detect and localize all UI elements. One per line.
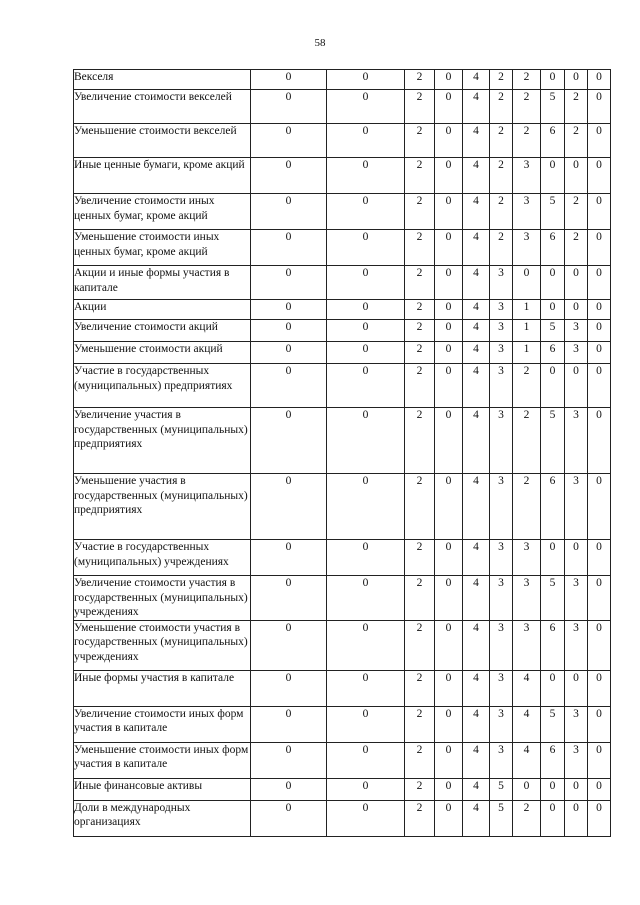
code-digit-cell: 2 xyxy=(405,576,435,621)
row-name-cell: Участие в государственных (муниципальных) предприятиях xyxy=(74,364,251,408)
code-digit-cell: 2 xyxy=(405,742,435,778)
code-digit-cell: 0 xyxy=(251,800,327,836)
code-digit-cell: 5 xyxy=(541,90,565,124)
code-digit-cell: 3 xyxy=(490,576,513,621)
code-digit-cell: 0 xyxy=(327,158,405,194)
code-digit-cell: 0 xyxy=(588,800,611,836)
code-digit-cell: 0 xyxy=(327,320,405,342)
table-row xyxy=(74,364,611,408)
code-digit-cell: 3 xyxy=(490,266,513,300)
table-row xyxy=(74,320,611,342)
code-digit-cell: 2 xyxy=(405,230,435,266)
code-digit-cell: 0 xyxy=(327,124,405,158)
code-digit-cell: 6 xyxy=(541,620,565,670)
code-digit-cell: 4 xyxy=(463,230,490,266)
code-digit-cell: 2 xyxy=(405,320,435,342)
code-digit-cell: 6 xyxy=(541,474,565,540)
code-digit-cell: 5 xyxy=(541,576,565,621)
code-digit-cell: 0 xyxy=(588,576,611,621)
code-digit-cell: 3 xyxy=(490,706,513,742)
code-digit-cell: 0 xyxy=(251,670,327,706)
code-digit-cell: 0 xyxy=(541,70,565,90)
code-digit-cell: 2 xyxy=(405,706,435,742)
table-row xyxy=(74,800,611,836)
code-digit-cell: 3 xyxy=(565,474,588,540)
code-digit-cell: 0 xyxy=(588,742,611,778)
code-digit-cell: 2 xyxy=(405,620,435,670)
code-digit-cell: 0 xyxy=(588,124,611,158)
code-digit-cell: 0 xyxy=(435,474,463,540)
row-name-cell: Увеличение участия в государственных (муниципальных) предприятиях xyxy=(74,408,251,474)
code-digit-cell: 6 xyxy=(541,230,565,266)
code-digit-cell: 4 xyxy=(463,706,490,742)
table-row xyxy=(74,576,611,621)
code-digit-cell: 2 xyxy=(490,70,513,90)
code-digit-cell: 0 xyxy=(251,576,327,621)
code-digit-cell: 0 xyxy=(251,474,327,540)
row-name-cell: Векселя xyxy=(74,70,251,90)
code-digit-cell: 0 xyxy=(327,620,405,670)
code-digit-cell: 4 xyxy=(463,620,490,670)
code-digit-cell: 0 xyxy=(565,158,588,194)
code-digit-cell: 4 xyxy=(463,408,490,474)
code-digit-cell: 0 xyxy=(251,70,327,90)
code-digit-cell: 0 xyxy=(588,70,611,90)
row-name-cell: Иные ценные бумаги, кроме акций xyxy=(74,158,251,194)
row-name-cell: Увеличение стоимости участия в государственных (муниципальных) учреждениях xyxy=(74,576,251,621)
code-digit-cell: 0 xyxy=(541,670,565,706)
code-digit-cell: 6 xyxy=(541,342,565,364)
code-digit-cell: 3 xyxy=(513,230,541,266)
code-digit-cell: 0 xyxy=(327,342,405,364)
code-digit-cell: 0 xyxy=(251,266,327,300)
code-digit-cell: 2 xyxy=(565,124,588,158)
code-digit-cell: 0 xyxy=(435,620,463,670)
code-digit-cell: 0 xyxy=(327,300,405,320)
code-digit-cell: 0 xyxy=(588,90,611,124)
code-digit-cell: 0 xyxy=(327,408,405,474)
code-digit-cell: 1 xyxy=(513,300,541,320)
code-digit-cell: 0 xyxy=(327,364,405,408)
code-digit-cell: 4 xyxy=(463,778,490,800)
code-digit-cell: 3 xyxy=(490,342,513,364)
row-name-cell: Доли в международных организациях xyxy=(74,800,251,836)
code-digit-cell: 6 xyxy=(541,742,565,778)
code-digit-cell: 0 xyxy=(327,540,405,576)
code-digit-cell: 0 xyxy=(588,670,611,706)
code-digit-cell: 4 xyxy=(463,742,490,778)
code-digit-cell: 3 xyxy=(513,194,541,230)
code-digit-cell: 5 xyxy=(490,800,513,836)
code-digit-cell: 0 xyxy=(513,778,541,800)
code-digit-cell: 0 xyxy=(588,194,611,230)
code-digit-cell: 3 xyxy=(490,742,513,778)
code-digit-cell: 3 xyxy=(565,742,588,778)
code-digit-cell: 0 xyxy=(541,364,565,408)
code-digit-cell: 0 xyxy=(588,706,611,742)
code-digit-cell: 2 xyxy=(490,158,513,194)
code-digit-cell: 0 xyxy=(435,408,463,474)
code-digit-cell: 0 xyxy=(327,670,405,706)
code-digit-cell: 2 xyxy=(405,124,435,158)
code-digit-cell: 2 xyxy=(513,474,541,540)
code-digit-cell: 0 xyxy=(565,70,588,90)
row-name-cell: Иные формы участия в капитале xyxy=(74,670,251,706)
table-row xyxy=(74,158,611,194)
code-digit-cell: 0 xyxy=(327,474,405,540)
code-digit-cell: 0 xyxy=(435,158,463,194)
code-digit-cell: 4 xyxy=(463,158,490,194)
code-digit-cell: 0 xyxy=(588,364,611,408)
code-digit-cell: 0 xyxy=(588,474,611,540)
table-row xyxy=(74,230,611,266)
code-digit-cell: 0 xyxy=(588,342,611,364)
row-name-cell: Увеличение стоимости иных форм участия в капитале xyxy=(74,706,251,742)
code-digit-cell: 0 xyxy=(565,778,588,800)
code-digit-cell: 5 xyxy=(490,778,513,800)
row-name-cell: Акции xyxy=(74,300,251,320)
code-digit-cell: 0 xyxy=(435,364,463,408)
code-digit-cell: 0 xyxy=(541,266,565,300)
code-digit-cell: 1 xyxy=(513,342,541,364)
code-digit-cell: 4 xyxy=(463,364,490,408)
code-digit-cell: 0 xyxy=(435,576,463,621)
row-name-cell: Иные финансовые активы xyxy=(74,778,251,800)
code-digit-cell: 2 xyxy=(513,124,541,158)
table-row xyxy=(74,670,611,706)
code-digit-cell: 2 xyxy=(565,194,588,230)
code-digit-cell: 2 xyxy=(513,70,541,90)
code-digit-cell: 4 xyxy=(463,70,490,90)
code-digit-cell: 4 xyxy=(463,474,490,540)
code-digit-cell: 0 xyxy=(588,320,611,342)
code-digit-cell: 0 xyxy=(588,230,611,266)
table-row xyxy=(74,778,611,800)
code-digit-cell: 4 xyxy=(513,706,541,742)
code-digit-cell: 0 xyxy=(435,670,463,706)
table-row xyxy=(74,266,611,300)
code-digit-cell: 3 xyxy=(490,364,513,408)
code-digit-cell: 0 xyxy=(435,540,463,576)
page-number: 58 xyxy=(314,37,326,49)
code-digit-cell: 2 xyxy=(513,90,541,124)
code-digit-cell: 0 xyxy=(251,230,327,266)
code-digit-cell: 2 xyxy=(490,124,513,158)
code-digit-cell: 4 xyxy=(513,670,541,706)
code-digit-cell: 2 xyxy=(513,364,541,408)
code-digit-cell: 0 xyxy=(588,266,611,300)
code-digit-cell: 0 xyxy=(588,620,611,670)
code-digit-cell: 0 xyxy=(251,778,327,800)
code-digit-cell: 0 xyxy=(327,778,405,800)
code-digit-cell: 5 xyxy=(541,194,565,230)
code-digit-cell: 0 xyxy=(435,778,463,800)
code-digit-cell: 3 xyxy=(490,300,513,320)
code-digit-cell: 0 xyxy=(565,800,588,836)
code-digit-cell: 0 xyxy=(251,620,327,670)
code-digit-cell: 0 xyxy=(251,342,327,364)
code-digit-cell: 4 xyxy=(463,266,490,300)
code-digit-cell: 4 xyxy=(463,800,490,836)
code-digit-cell: 3 xyxy=(513,576,541,621)
budget-classification-table xyxy=(73,69,611,837)
code-digit-cell: 0 xyxy=(327,576,405,621)
code-digit-cell: 6 xyxy=(541,124,565,158)
code-digit-cell: 0 xyxy=(251,124,327,158)
table-row xyxy=(74,300,611,320)
code-digit-cell: 0 xyxy=(327,800,405,836)
code-digit-cell: 0 xyxy=(435,320,463,342)
code-digit-cell: 0 xyxy=(251,90,327,124)
table-row xyxy=(74,90,611,124)
code-digit-cell: 0 xyxy=(565,300,588,320)
code-digit-cell: 2 xyxy=(405,408,435,474)
code-digit-cell: 2 xyxy=(405,364,435,408)
code-digit-cell: 0 xyxy=(565,670,588,706)
code-digit-cell: 0 xyxy=(327,70,405,90)
code-digit-cell: 5 xyxy=(541,408,565,474)
code-digit-cell: 4 xyxy=(463,540,490,576)
code-digit-cell: 3 xyxy=(513,620,541,670)
code-digit-cell: 0 xyxy=(541,540,565,576)
code-digit-cell: 0 xyxy=(327,194,405,230)
code-digit-cell: 0 xyxy=(588,158,611,194)
code-digit-cell: 0 xyxy=(251,408,327,474)
code-digit-cell: 0 xyxy=(251,158,327,194)
row-name-cell: Уменьшение стоимости акций xyxy=(74,342,251,364)
code-digit-cell: 2 xyxy=(405,90,435,124)
code-digit-cell: 0 xyxy=(435,342,463,364)
code-digit-cell: 2 xyxy=(513,800,541,836)
code-digit-cell: 3 xyxy=(565,320,588,342)
code-digit-cell: 0 xyxy=(435,230,463,266)
code-digit-cell: 3 xyxy=(513,158,541,194)
code-digit-cell: 0 xyxy=(541,800,565,836)
code-digit-cell: 1 xyxy=(513,320,541,342)
code-digit-cell: 2 xyxy=(405,70,435,90)
code-digit-cell: 0 xyxy=(251,540,327,576)
code-digit-cell: 4 xyxy=(463,90,490,124)
code-digit-cell: 0 xyxy=(541,778,565,800)
row-name-cell: Уменьшение стоимости иных ценных бумаг, кроме акций xyxy=(74,230,251,266)
table-row xyxy=(74,620,611,670)
code-digit-cell: 0 xyxy=(327,706,405,742)
code-digit-cell: 3 xyxy=(490,320,513,342)
row-name-cell: Уменьшение участия в государственных (муниципальных) предприятиях xyxy=(74,474,251,540)
code-digit-cell: 0 xyxy=(513,266,541,300)
code-digit-cell: 0 xyxy=(541,300,565,320)
code-digit-cell: 2 xyxy=(490,194,513,230)
code-digit-cell: 4 xyxy=(463,670,490,706)
code-digit-cell: 0 xyxy=(251,194,327,230)
code-digit-cell: 2 xyxy=(405,670,435,706)
code-digit-cell: 2 xyxy=(490,230,513,266)
code-digit-cell: 0 xyxy=(251,364,327,408)
code-digit-cell: 0 xyxy=(251,742,327,778)
code-digit-cell: 3 xyxy=(565,576,588,621)
code-digit-cell: 2 xyxy=(405,266,435,300)
code-digit-cell: 0 xyxy=(435,124,463,158)
code-digit-cell: 3 xyxy=(565,706,588,742)
code-digit-cell: 2 xyxy=(405,474,435,540)
code-digit-cell: 0 xyxy=(435,194,463,230)
code-digit-cell: 4 xyxy=(463,300,490,320)
code-digit-cell: 0 xyxy=(435,706,463,742)
code-digit-cell: 3 xyxy=(490,540,513,576)
table-row xyxy=(74,194,611,230)
code-digit-cell: 5 xyxy=(541,706,565,742)
code-digit-cell: 3 xyxy=(490,670,513,706)
code-digit-cell: 2 xyxy=(565,90,588,124)
row-name-cell: Акции и иные формы участия в капитале xyxy=(74,266,251,300)
code-digit-cell: 0 xyxy=(565,540,588,576)
row-name-cell: Увеличение стоимости векселей xyxy=(74,90,251,124)
code-digit-cell: 0 xyxy=(327,742,405,778)
code-digit-cell: 0 xyxy=(565,364,588,408)
code-digit-cell: 0 xyxy=(588,300,611,320)
code-digit-cell: 0 xyxy=(435,742,463,778)
code-digit-cell: 2 xyxy=(513,408,541,474)
code-digit-cell: 0 xyxy=(251,706,327,742)
row-name-cell: Увеличение стоимости акций xyxy=(74,320,251,342)
code-digit-cell: 3 xyxy=(565,620,588,670)
code-digit-cell: 0 xyxy=(251,300,327,320)
code-digit-cell: 0 xyxy=(588,408,611,474)
code-digit-cell: 0 xyxy=(435,266,463,300)
code-digit-cell: 0 xyxy=(588,778,611,800)
code-digit-cell: 2 xyxy=(405,342,435,364)
code-digit-cell: 2 xyxy=(405,300,435,320)
code-digit-cell: 5 xyxy=(541,320,565,342)
table-row xyxy=(74,124,611,158)
code-digit-cell: 3 xyxy=(565,408,588,474)
code-digit-cell: 2 xyxy=(405,800,435,836)
code-digit-cell: 0 xyxy=(435,800,463,836)
code-digit-cell: 3 xyxy=(490,474,513,540)
table-row xyxy=(74,742,611,778)
row-name-cell: Уменьшение стоимости участия в государственных (муниципальных) учреждениях xyxy=(74,620,251,670)
table-row xyxy=(74,706,611,742)
code-digit-cell: 4 xyxy=(463,342,490,364)
code-digit-cell: 4 xyxy=(463,194,490,230)
code-digit-cell: 0 xyxy=(435,300,463,320)
code-digit-cell: 0 xyxy=(435,90,463,124)
code-digit-cell: 2 xyxy=(405,158,435,194)
table-row xyxy=(74,342,611,364)
table-row xyxy=(74,540,611,576)
row-name-cell: Уменьшение стоимости векселей xyxy=(74,124,251,158)
code-digit-cell: 2 xyxy=(405,540,435,576)
table-row xyxy=(74,70,611,90)
code-digit-cell: 0 xyxy=(565,266,588,300)
code-digit-cell: 2 xyxy=(405,194,435,230)
code-digit-cell: 0 xyxy=(327,266,405,300)
table-row xyxy=(74,408,611,474)
code-digit-cell: 4 xyxy=(513,742,541,778)
table-row xyxy=(74,474,611,540)
code-digit-cell: 2 xyxy=(565,230,588,266)
code-digit-cell: 0 xyxy=(435,70,463,90)
code-digit-cell: 0 xyxy=(588,540,611,576)
row-name-cell: Увеличение стоимости иных ценных бумаг, кроме акций xyxy=(74,194,251,230)
code-digit-cell: 0 xyxy=(541,158,565,194)
code-digit-cell: 4 xyxy=(463,320,490,342)
code-digit-cell: 2 xyxy=(405,778,435,800)
code-digit-cell: 4 xyxy=(463,124,490,158)
code-digit-cell: 4 xyxy=(463,576,490,621)
code-digit-cell: 3 xyxy=(490,620,513,670)
code-digit-cell: 2 xyxy=(490,90,513,124)
row-name-cell: Участие в государственных (муниципальных) учреждениях xyxy=(74,540,251,576)
code-digit-cell: 0 xyxy=(251,320,327,342)
code-digit-cell: 3 xyxy=(513,540,541,576)
code-digit-cell: 0 xyxy=(327,90,405,124)
code-digit-cell: 0 xyxy=(327,230,405,266)
code-digit-cell: 3 xyxy=(565,342,588,364)
row-name-cell: Уменьшение стоимости иных форм участия в капитале xyxy=(74,742,251,778)
code-digit-cell: 3 xyxy=(490,408,513,474)
